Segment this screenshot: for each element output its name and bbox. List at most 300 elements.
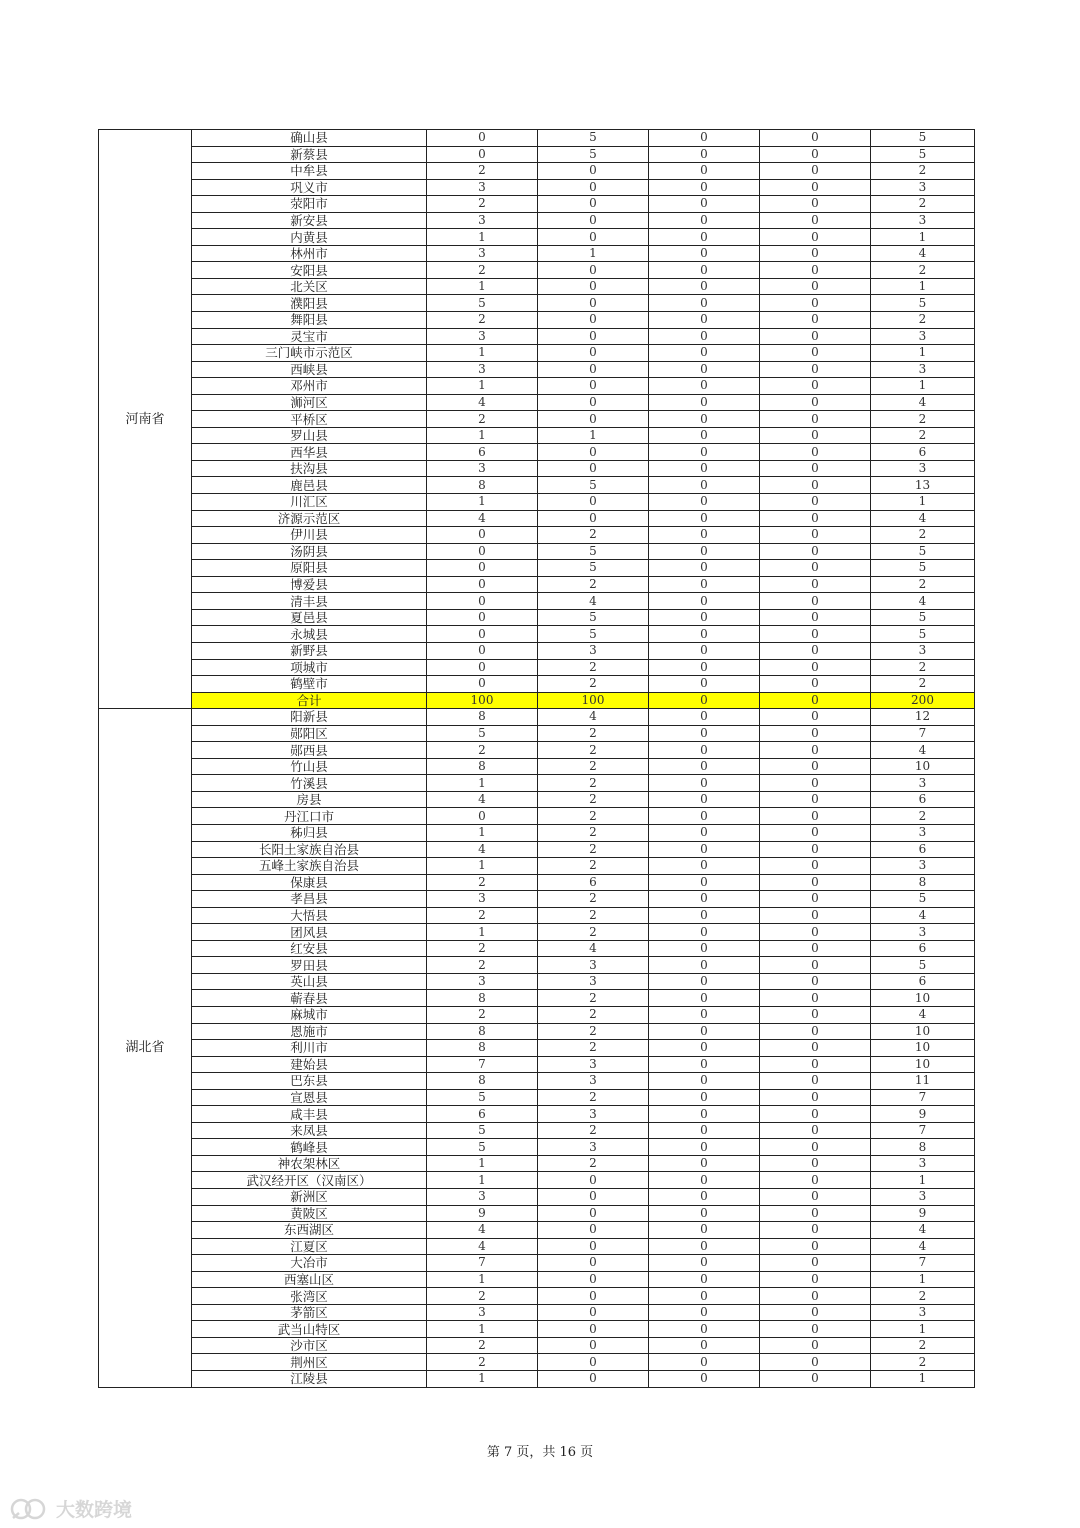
value-cell-1: 3 bbox=[427, 361, 538, 378]
table-row bbox=[99, 1006, 975, 1023]
value-cell-3: 0 bbox=[649, 130, 760, 147]
value-cell-1: 2 bbox=[427, 874, 538, 891]
county-name-cell: 利川市 bbox=[192, 1040, 427, 1057]
value-cell-3: 0 bbox=[649, 411, 760, 428]
value-cell-3: 0 bbox=[649, 626, 760, 643]
value-cell-2: 2 bbox=[538, 990, 649, 1007]
value-cell-3: 0 bbox=[649, 378, 760, 395]
value-cell-3: 0 bbox=[649, 278, 760, 295]
value-cell-2: 0 bbox=[538, 295, 649, 312]
value-cell-1: 3 bbox=[427, 179, 538, 196]
county-name-cell: 江夏区 bbox=[192, 1238, 427, 1255]
value-cell-2: 0 bbox=[538, 179, 649, 196]
value-cell-2: 0 bbox=[538, 444, 649, 461]
value-cell-4: 0 bbox=[760, 576, 871, 593]
table-row bbox=[99, 940, 975, 957]
value-cell-1: 5 bbox=[427, 1089, 538, 1106]
value-cell-1: 1 bbox=[427, 427, 538, 444]
table-row bbox=[99, 245, 975, 262]
table-row bbox=[99, 709, 975, 726]
value-cell-2: 0 bbox=[538, 1255, 649, 1272]
value-cell-4: 0 bbox=[760, 1073, 871, 1090]
table-row bbox=[99, 1073, 975, 1090]
value-cell-4: 0 bbox=[760, 725, 871, 742]
value-cell-2: 2 bbox=[538, 858, 649, 875]
value-cell-4: 0 bbox=[760, 1089, 871, 1106]
value-cell-1: 8 bbox=[427, 990, 538, 1007]
row-total-cell: 3 bbox=[871, 775, 975, 792]
table-row bbox=[99, 312, 975, 329]
value-cell-4: 0 bbox=[760, 891, 871, 908]
value-cell-4: 0 bbox=[760, 345, 871, 362]
row-total-cell: 12 bbox=[871, 709, 975, 726]
table-row bbox=[99, 576, 975, 593]
county-name-cell: 安阳县 bbox=[192, 262, 427, 279]
county-name-cell: 红安县 bbox=[192, 940, 427, 957]
value-cell-3: 0 bbox=[649, 494, 760, 511]
value-cell-1: 5 bbox=[427, 725, 538, 742]
value-cell-1: 9 bbox=[427, 1205, 538, 1222]
value-cell-3: 0 bbox=[649, 345, 760, 362]
county-name-cell: 项城市 bbox=[192, 659, 427, 676]
table-row bbox=[99, 378, 975, 395]
value-cell-3: 0 bbox=[649, 1106, 760, 1123]
county-name-cell: 阳新县 bbox=[192, 709, 427, 726]
value-cell-3: 0 bbox=[649, 427, 760, 444]
table-row bbox=[99, 593, 975, 610]
value-cell-4: 0 bbox=[760, 1238, 871, 1255]
value-cell-2: 2 bbox=[538, 742, 649, 759]
county-name-cell: 鹤峰县 bbox=[192, 1139, 427, 1156]
value-cell-4: 0 bbox=[760, 1337, 871, 1354]
county-name-cell: 荥阳市 bbox=[192, 196, 427, 213]
county-name-cell: 西塞山区 bbox=[192, 1271, 427, 1288]
value-cell-4: 0 bbox=[760, 1023, 871, 1040]
value-cell-3: 0 bbox=[649, 361, 760, 378]
value-cell-3: 0 bbox=[649, 560, 760, 577]
table-row bbox=[99, 460, 975, 477]
county-name-cell: 清丰县 bbox=[192, 593, 427, 610]
row-total-cell: 1 bbox=[871, 345, 975, 362]
county-name-cell: 新蔡县 bbox=[192, 146, 427, 163]
county-name-cell: 恩施市 bbox=[192, 1023, 427, 1040]
value-cell-4: 0 bbox=[760, 312, 871, 329]
value-cell-3: 0 bbox=[649, 295, 760, 312]
value-cell-2: 0 bbox=[538, 1337, 649, 1354]
value-cell-1: 8 bbox=[427, 1040, 538, 1057]
county-name-cell: 川汇区 bbox=[192, 494, 427, 511]
county-name-cell: 邓州市 bbox=[192, 378, 427, 395]
value-cell-4: 0 bbox=[760, 328, 871, 345]
value-cell-2: 0 bbox=[538, 196, 649, 213]
value-cell-2: 2 bbox=[538, 808, 649, 825]
value-cell-2: 0 bbox=[538, 1238, 649, 1255]
county-name-cell: 中牟县 bbox=[192, 163, 427, 180]
row-total-cell: 1 bbox=[871, 229, 975, 246]
value-cell-4: 0 bbox=[760, 742, 871, 759]
value-cell-1: 3 bbox=[427, 245, 538, 262]
value-cell-1: 0 bbox=[427, 659, 538, 676]
county-name-cell: 灵宝市 bbox=[192, 328, 427, 345]
value-cell-3: 0 bbox=[649, 477, 760, 494]
table-row bbox=[99, 179, 975, 196]
table-row bbox=[99, 841, 975, 858]
county-name-cell: 夏邑县 bbox=[192, 609, 427, 626]
value-cell-4: 0 bbox=[760, 642, 871, 659]
value-cell-4: 0 bbox=[760, 1155, 871, 1172]
value-cell-3: 0 bbox=[649, 1023, 760, 1040]
table-row bbox=[99, 278, 975, 295]
value-cell-3: 0 bbox=[649, 1321, 760, 1338]
value-cell-2: 3 bbox=[538, 973, 649, 990]
value-cell-2: 2 bbox=[538, 1023, 649, 1040]
row-total-cell: 2 bbox=[871, 427, 975, 444]
value-cell-3: 0 bbox=[649, 1288, 760, 1305]
value-cell-3: 0 bbox=[649, 510, 760, 527]
value-cell-4: 0 bbox=[760, 791, 871, 808]
value-cell-2: 0 bbox=[538, 312, 649, 329]
row-total-cell: 5 bbox=[871, 146, 975, 163]
table-row bbox=[99, 874, 975, 891]
table-row bbox=[99, 1288, 975, 1305]
value-cell-3: 0 bbox=[649, 444, 760, 461]
value-cell-1: 2 bbox=[427, 312, 538, 329]
row-total-cell: 2 bbox=[871, 527, 975, 544]
value-cell-1: 6 bbox=[427, 444, 538, 461]
county-name-cell: 蕲春县 bbox=[192, 990, 427, 1007]
value-cell-4: 0 bbox=[760, 1321, 871, 1338]
value-cell-1: 3 bbox=[427, 1304, 538, 1321]
table-row bbox=[99, 642, 975, 659]
county-name-cell: 咸丰县 bbox=[192, 1106, 427, 1123]
table-row bbox=[99, 824, 975, 841]
table-row bbox=[99, 725, 975, 742]
value-cell-2: 4 bbox=[538, 593, 649, 610]
page-footer: 第 7 页，共 16 页 bbox=[486, 1445, 594, 1460]
value-cell-1: 8 bbox=[427, 758, 538, 775]
table-row bbox=[99, 1337, 975, 1354]
value-cell-1: 0 bbox=[427, 642, 538, 659]
table-row bbox=[99, 328, 975, 345]
table-row bbox=[99, 444, 975, 461]
value-cell-1: 3 bbox=[427, 328, 538, 345]
value-cell-2: 5 bbox=[538, 609, 649, 626]
value-cell-3: 0 bbox=[649, 709, 760, 726]
row-total-cell: 8 bbox=[871, 1139, 975, 1156]
value-cell-1: 0 bbox=[427, 626, 538, 643]
value-cell-4: 0 bbox=[760, 196, 871, 213]
county-name-cell: 大悟县 bbox=[192, 907, 427, 924]
row-total-cell: 10 bbox=[871, 1040, 975, 1057]
value-cell-1: 3 bbox=[427, 891, 538, 908]
county-name-cell: 新野县 bbox=[192, 642, 427, 659]
value-cell-2: 1 bbox=[538, 245, 649, 262]
value-cell-1: 0 bbox=[427, 593, 538, 610]
county-name-cell: 江陵县 bbox=[192, 1371, 427, 1388]
table-row bbox=[99, 1205, 975, 1222]
county-name-cell: 确山县 bbox=[192, 130, 427, 147]
row-total-cell: 9 bbox=[871, 1106, 975, 1123]
value-cell-4: 0 bbox=[760, 957, 871, 974]
county-name-cell: 武当山特区 bbox=[192, 1321, 427, 1338]
value-cell-2: 3 bbox=[538, 642, 649, 659]
table-row bbox=[99, 345, 975, 362]
value-cell-4: 0 bbox=[760, 1122, 871, 1139]
table-row bbox=[99, 858, 975, 875]
row-total-cell: 4 bbox=[871, 1222, 975, 1239]
row-total-cell: 2 bbox=[871, 262, 975, 279]
value-cell-4: 0 bbox=[760, 444, 871, 461]
value-cell-4: 0 bbox=[760, 775, 871, 792]
county-name-cell: 张湾区 bbox=[192, 1288, 427, 1305]
value-cell-3: 0 bbox=[649, 1271, 760, 1288]
value-cell-1: 3 bbox=[427, 1189, 538, 1206]
row-total-cell: 4 bbox=[871, 907, 975, 924]
value-cell-3: 0 bbox=[649, 146, 760, 163]
table-row bbox=[99, 957, 975, 974]
value-cell-1: 4 bbox=[427, 791, 538, 808]
county-name-cell: 丹江口市 bbox=[192, 808, 427, 825]
value-cell-3: 0 bbox=[649, 460, 760, 477]
row-total-cell: 6 bbox=[871, 444, 975, 461]
table-row bbox=[99, 394, 975, 411]
value-cell-3: 0 bbox=[649, 1155, 760, 1172]
county-name-cell: 汤阴县 bbox=[192, 543, 427, 560]
row-total-cell: 2 bbox=[871, 411, 975, 428]
value-cell-2: 0 bbox=[538, 378, 649, 395]
value-cell-2: 2 bbox=[538, 576, 649, 593]
county-name-cell: 来凤县 bbox=[192, 1122, 427, 1139]
row-total-cell: 3 bbox=[871, 328, 975, 345]
table-row bbox=[99, 1172, 975, 1189]
table-row bbox=[99, 1139, 975, 1156]
value-cell-2: 2 bbox=[538, 1089, 649, 1106]
value-cell-2: 4 bbox=[538, 709, 649, 726]
table-row bbox=[99, 212, 975, 229]
value-cell-1: 2 bbox=[427, 196, 538, 213]
row-total-cell: 3 bbox=[871, 460, 975, 477]
row-total-cell: 6 bbox=[871, 841, 975, 858]
value-cell-4: 0 bbox=[760, 163, 871, 180]
table-row bbox=[99, 1040, 975, 1057]
table-row bbox=[99, 163, 975, 180]
table-row bbox=[99, 1238, 975, 1255]
watermark-logo-icon bbox=[10, 1496, 50, 1522]
value-cell-3: 0 bbox=[649, 990, 760, 1007]
county-name-cell: 平桥区 bbox=[192, 411, 427, 428]
value-cell-3: 0 bbox=[649, 609, 760, 626]
table-row bbox=[99, 1155, 975, 1172]
value-cell-2: 2 bbox=[538, 891, 649, 908]
value-cell-3: 0 bbox=[649, 212, 760, 229]
county-name-cell: 英山县 bbox=[192, 973, 427, 990]
table-row bbox=[99, 924, 975, 941]
value-cell-4: 0 bbox=[760, 1271, 871, 1288]
value-cell-2: 2 bbox=[538, 907, 649, 924]
value-cell-3: 0 bbox=[649, 1172, 760, 1189]
table-row bbox=[99, 427, 975, 444]
table-row bbox=[99, 543, 975, 560]
value-cell-2: 0 bbox=[538, 212, 649, 229]
county-name-cell: 黄陂区 bbox=[192, 1205, 427, 1222]
row-total-cell: 1 bbox=[871, 494, 975, 511]
county-name-cell: 三门峡市示范区 bbox=[192, 345, 427, 362]
value-cell-4: 0 bbox=[760, 808, 871, 825]
row-total-cell: 5 bbox=[871, 609, 975, 626]
value-cell-4: 0 bbox=[760, 676, 871, 693]
table-row bbox=[99, 1122, 975, 1139]
table-row bbox=[99, 973, 975, 990]
value-cell-4: 0 bbox=[760, 1371, 871, 1388]
value-cell-3: 0 bbox=[649, 312, 760, 329]
row-total-cell: 10 bbox=[871, 1056, 975, 1073]
county-name-cell: 大冶市 bbox=[192, 1255, 427, 1272]
value-cell-1: 8 bbox=[427, 709, 538, 726]
value-cell-4: 0 bbox=[760, 179, 871, 196]
county-name-cell: 巴东县 bbox=[192, 1073, 427, 1090]
value-cell-4: 0 bbox=[760, 130, 871, 147]
value-cell-2: 0 bbox=[538, 1189, 649, 1206]
value-cell-1: 2 bbox=[427, 1006, 538, 1023]
row-total-cell: 4 bbox=[871, 394, 975, 411]
row-total-cell: 3 bbox=[871, 1155, 975, 1172]
table-row bbox=[99, 1321, 975, 1338]
value-cell-4: 0 bbox=[760, 411, 871, 428]
value-cell-1: 2 bbox=[427, 1337, 538, 1354]
value-cell-4: 0 bbox=[760, 1354, 871, 1371]
value-cell-4: 0 bbox=[760, 824, 871, 841]
value-cell-4: 0 bbox=[760, 659, 871, 676]
value-cell-2: 0 bbox=[538, 345, 649, 362]
value-cell-3: 0 bbox=[649, 1073, 760, 1090]
row-total-cell: 2 bbox=[871, 576, 975, 593]
value-cell-1: 2 bbox=[427, 742, 538, 759]
value-cell-2: 0 bbox=[538, 1205, 649, 1222]
value-cell-1: 0 bbox=[427, 676, 538, 693]
value-cell-1: 8 bbox=[427, 1073, 538, 1090]
value-cell-1: 3 bbox=[427, 460, 538, 477]
value-cell-2: 2 bbox=[538, 1006, 649, 1023]
value-cell-1: 1 bbox=[427, 278, 538, 295]
row-total-cell: 4 bbox=[871, 510, 975, 527]
county-name-cell: 郧西县 bbox=[192, 742, 427, 759]
value-cell-3: 0 bbox=[649, 676, 760, 693]
value-cell-4: 0 bbox=[760, 527, 871, 544]
table-row bbox=[99, 130, 975, 147]
value-cell-1: 1 bbox=[427, 924, 538, 941]
value-cell-4: 0 bbox=[760, 494, 871, 511]
value-cell-1: 1 bbox=[427, 1321, 538, 1338]
table-row bbox=[99, 411, 975, 428]
value-cell-1: 0 bbox=[427, 527, 538, 544]
county-name-cell: 新安县 bbox=[192, 212, 427, 229]
value-cell-2: 0 bbox=[538, 1321, 649, 1338]
allocation-table bbox=[98, 129, 975, 1388]
value-cell-3: 0 bbox=[649, 328, 760, 345]
value-cell-4: 0 bbox=[760, 1222, 871, 1239]
table-row bbox=[99, 1089, 975, 1106]
table-row bbox=[99, 1189, 975, 1206]
value-cell-4: 0 bbox=[760, 361, 871, 378]
value-cell-1: 0 bbox=[427, 146, 538, 163]
table-row bbox=[99, 990, 975, 1007]
value-cell-3: 0 bbox=[649, 1189, 760, 1206]
county-name-cell: 扶沟县 bbox=[192, 460, 427, 477]
county-name-cell: 孝昌县 bbox=[192, 891, 427, 908]
value-cell-1: 1 bbox=[427, 1271, 538, 1288]
value-cell-2: 0 bbox=[538, 1354, 649, 1371]
table-row bbox=[99, 229, 975, 246]
table-row bbox=[99, 609, 975, 626]
value-cell-3: 0 bbox=[649, 957, 760, 974]
value-cell-1: 4 bbox=[427, 394, 538, 411]
value-cell-2: 2 bbox=[538, 824, 649, 841]
value-cell-4: 0 bbox=[760, 229, 871, 246]
value-cell-1: 0 bbox=[427, 576, 538, 593]
value-cell-1: 4 bbox=[427, 1222, 538, 1239]
value-cell-2: 0 bbox=[538, 328, 649, 345]
value-cell-3: 0 bbox=[649, 891, 760, 908]
value-cell-1: 4 bbox=[427, 1238, 538, 1255]
row-total-cell: 2 bbox=[871, 196, 975, 213]
value-cell-3: 0 bbox=[649, 924, 760, 941]
value-cell-1: 2 bbox=[427, 957, 538, 974]
row-total-cell: 2 bbox=[871, 808, 975, 825]
row-total-cell: 3 bbox=[871, 212, 975, 229]
value-cell-2: 5 bbox=[538, 560, 649, 577]
row-total-cell: 7 bbox=[871, 1089, 975, 1106]
value-cell-4: 0 bbox=[760, 1106, 871, 1123]
province-cell: 湖北省 bbox=[99, 709, 192, 1387]
value-cell-4: 0 bbox=[760, 1205, 871, 1222]
value-cell-2: 2 bbox=[538, 791, 649, 808]
total-row bbox=[99, 692, 975, 709]
value-cell-1: 5 bbox=[427, 295, 538, 312]
value-cell-1: 5 bbox=[427, 1139, 538, 1156]
value-cell-1: 1 bbox=[427, 378, 538, 395]
table-row bbox=[99, 758, 975, 775]
row-total-cell: 10 bbox=[871, 758, 975, 775]
county-name-cell: 合计 bbox=[192, 692, 427, 709]
row-total-cell: 10 bbox=[871, 990, 975, 1007]
value-cell-2: 5 bbox=[538, 477, 649, 494]
value-cell-3: 0 bbox=[649, 1238, 760, 1255]
table-row bbox=[99, 1371, 975, 1388]
value-cell-3: 0 bbox=[649, 1122, 760, 1139]
row-total-cell: 4 bbox=[871, 245, 975, 262]
value-cell-1: 0 bbox=[427, 560, 538, 577]
value-cell-3: 0 bbox=[649, 196, 760, 213]
table-row bbox=[99, 1222, 975, 1239]
value-cell-3: 0 bbox=[649, 163, 760, 180]
county-name-cell: 郧阳区 bbox=[192, 725, 427, 742]
row-total-cell: 2 bbox=[871, 163, 975, 180]
table-row bbox=[99, 791, 975, 808]
table-row bbox=[99, 527, 975, 544]
row-total-cell: 5 bbox=[871, 295, 975, 312]
value-cell-2: 0 bbox=[538, 411, 649, 428]
value-cell-4: 0 bbox=[760, 378, 871, 395]
row-total-cell: 2 bbox=[871, 676, 975, 693]
value-cell-1: 3 bbox=[427, 973, 538, 990]
value-cell-3: 0 bbox=[649, 725, 760, 742]
value-cell-3: 0 bbox=[649, 758, 760, 775]
value-cell-3: 0 bbox=[649, 907, 760, 924]
value-cell-4: 0 bbox=[760, 841, 871, 858]
value-cell-2: 2 bbox=[538, 676, 649, 693]
county-name-cell: 五峰土家族自治县 bbox=[192, 858, 427, 875]
row-total-cell: 1 bbox=[871, 1321, 975, 1338]
